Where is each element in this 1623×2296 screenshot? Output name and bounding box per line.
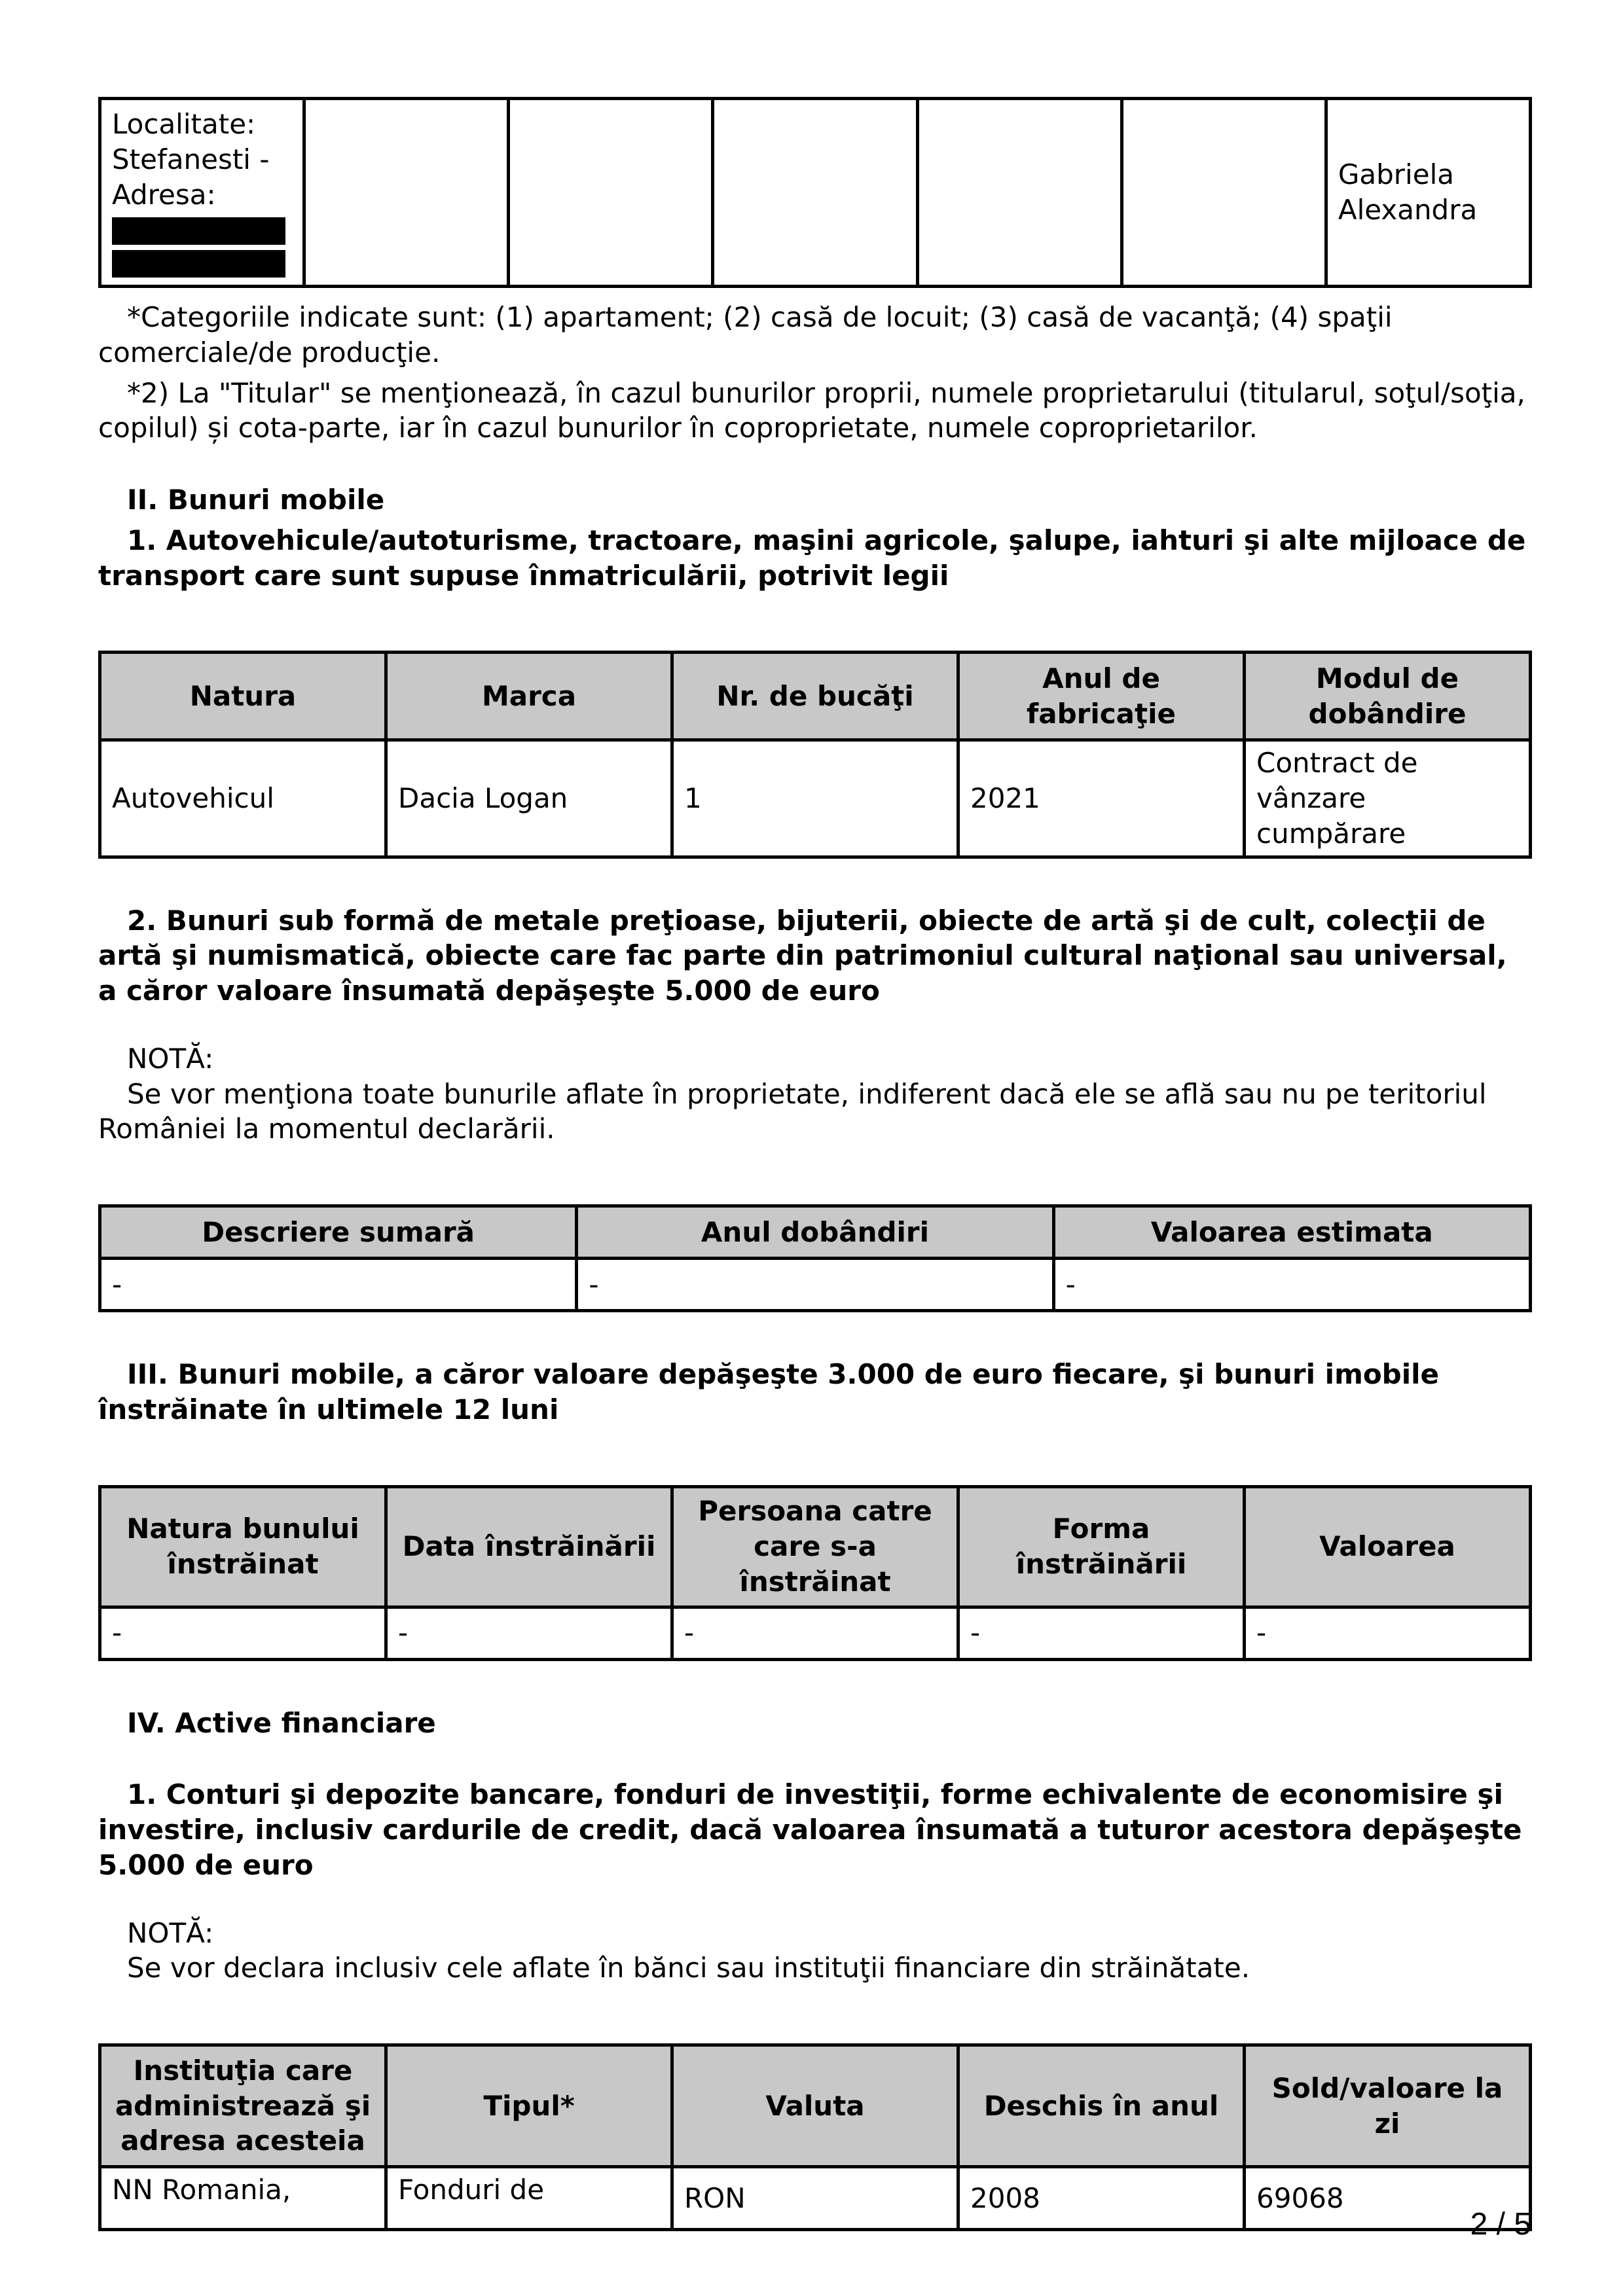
- table-cell: -: [672, 1607, 958, 1659]
- table-cell: [713, 99, 917, 287]
- page-number: 2 / 5: [1470, 2207, 1531, 2242]
- table-cell: 2008: [958, 2167, 1245, 2230]
- table-cell: -: [1053, 1259, 1530, 1311]
- table-cell: -: [100, 1607, 386, 1659]
- subsection-heading: 1. Conturi şi depozite bancare, fonduri de investiţii, forme echivalente de economisire şi investire, inclusiv cardurile de credit, dacă valoarea însumată a tuturor acestora depăşeşte 5.000 de euro: [98, 1778, 1522, 1881]
- alienated-goods-table: [98, 1485, 1532, 1661]
- table-cell: -: [1245, 1607, 1531, 1659]
- real-estate-table-continuation: [98, 97, 1532, 288]
- nota-label: NOTĂ:: [127, 1042, 214, 1075]
- table-header-row: [100, 1206, 1531, 1259]
- table-cell: 2021: [958, 740, 1245, 857]
- table-header-row: [100, 1486, 1531, 1607]
- section-heading: III. Bunuri mobile, a căror valoare depăşeşte 3.000 de euro fiecare, şi bunuri imobile înstrăinate în ultimele 12 luni: [98, 1358, 1440, 1426]
- table-header-row: [100, 2045, 1531, 2167]
- address-label: Adresa:: [112, 178, 216, 211]
- column-header: Modul de dobândire: [1245, 653, 1531, 740]
- valuables-table: [98, 1204, 1532, 1312]
- section-heading: IV. Active financiare: [127, 1706, 436, 1739]
- document-page: [98, 97, 1532, 2231]
- column-header: Natura: [100, 653, 386, 740]
- column-header: Anul de fabricaţie: [958, 653, 1245, 740]
- redacted-block: [112, 217, 285, 245]
- table-cell: Autovehicul: [100, 740, 386, 857]
- column-header: Data înstrăinării: [386, 1486, 672, 1607]
- column-header: Deschis în anul: [958, 2045, 1245, 2167]
- subsection-heading: 2. Bunuri sub formă de metale preţioase, bijuterii, obiecte de artă şi de cult, colecţii de artă şi numismatică, obiecte care fac parte din patrimoniul cultural naţional sau universal, a căror valoare însumată depăşeşte 5.000 de euro: [98, 904, 1507, 1007]
- table-cell: -: [577, 1259, 1053, 1311]
- table-row: [100, 1607, 1531, 1659]
- table-cell: RON: [672, 2167, 958, 2230]
- table-row: [100, 1259, 1531, 1311]
- nota-text: Se vor declara inclusiv cele aflate în bănci sau instituţii financiare din străinătate.: [127, 1952, 1250, 1984]
- table-cell: 1: [672, 740, 958, 857]
- vehicles-table: [98, 651, 1532, 858]
- table-cell: -: [958, 1607, 1245, 1659]
- table-row: [100, 2167, 1531, 2230]
- column-header: Descriere sumară: [100, 1206, 577, 1259]
- bank-accounts-table: [98, 2043, 1532, 2231]
- table-row: [100, 99, 1531, 287]
- column-header: Valuta: [672, 2045, 958, 2167]
- subsection-heading: 1. Autovehicule/autoturisme, tractoare, maşini agricole, şalupe, iahturi şi alte mijloace de transport care sunt supuse înmatriculării, potrivit legii: [98, 524, 1526, 592]
- column-header: Tipul*: [386, 2045, 672, 2167]
- location-value: Stefanesti -: [112, 143, 270, 175]
- column-header: Anul dobândiri: [577, 1206, 1053, 1259]
- column-header: Instituţia care administrează şi adresa acesteia: [100, 2045, 386, 2167]
- table-row: [100, 740, 1531, 857]
- note-titular: *2) La "Titular" se menţionează, în cazul bunurilor proprii, numele proprietarului (titularul, soţul/soţia, copilul) și cota-parte, iar în cazul bunurilor în coproprietate, numele coproprietarilor.: [98, 376, 1525, 444]
- nota-text: Se vor menţiona toate bunurile aflate în proprietate, indiferent dacă ele se află sau nu pe teritoriul României la momentul declarării.: [98, 1077, 1487, 1145]
- column-header: Natura bunului înstrăinat: [100, 1486, 386, 1607]
- table-cell: [917, 99, 1122, 287]
- column-header: Forma înstrăinării: [958, 1486, 1245, 1607]
- table-cell: -: [386, 1607, 672, 1659]
- table-cell: [509, 99, 713, 287]
- table-cell: [304, 99, 509, 287]
- owner-cell: Gabriela Alexandra: [1326, 99, 1530, 287]
- column-header: Marca: [386, 653, 672, 740]
- table-cell: NN Romania,: [100, 2167, 386, 2230]
- table-cell: Dacia Logan: [386, 740, 672, 857]
- table-cell: Fonduri de: [386, 2167, 672, 2230]
- table-cell: [1122, 99, 1326, 287]
- column-header: Persoana catre care s-a înstrăinat: [672, 1486, 958, 1607]
- location-label: Localitate:: [112, 108, 256, 140]
- redacted-block: [112, 250, 285, 278]
- table-cell: -: [100, 1259, 577, 1311]
- note-categories: *Categoriile indicate sunt: (1) apartament; (2) casă de locuit; (3) casă de vacanţă; (4) spaţii comerciale/de producţie.: [98, 301, 1393, 368]
- column-header: Valoarea: [1245, 1486, 1531, 1607]
- table-cell: Contract de vânzare cumpărare: [1245, 740, 1531, 857]
- section-heading: II. Bunuri mobile: [127, 484, 385, 516]
- column-header: Nr. de bucăţi: [672, 653, 958, 740]
- table-cell: 69068: [1245, 2167, 1531, 2230]
- column-header: Sold/valoare la zi: [1245, 2045, 1531, 2167]
- location-cell: [100, 99, 304, 287]
- table-header-row: [100, 653, 1531, 740]
- column-header: Valoarea estimata: [1053, 1206, 1530, 1259]
- nota-label: NOTĂ:: [127, 1916, 214, 1949]
